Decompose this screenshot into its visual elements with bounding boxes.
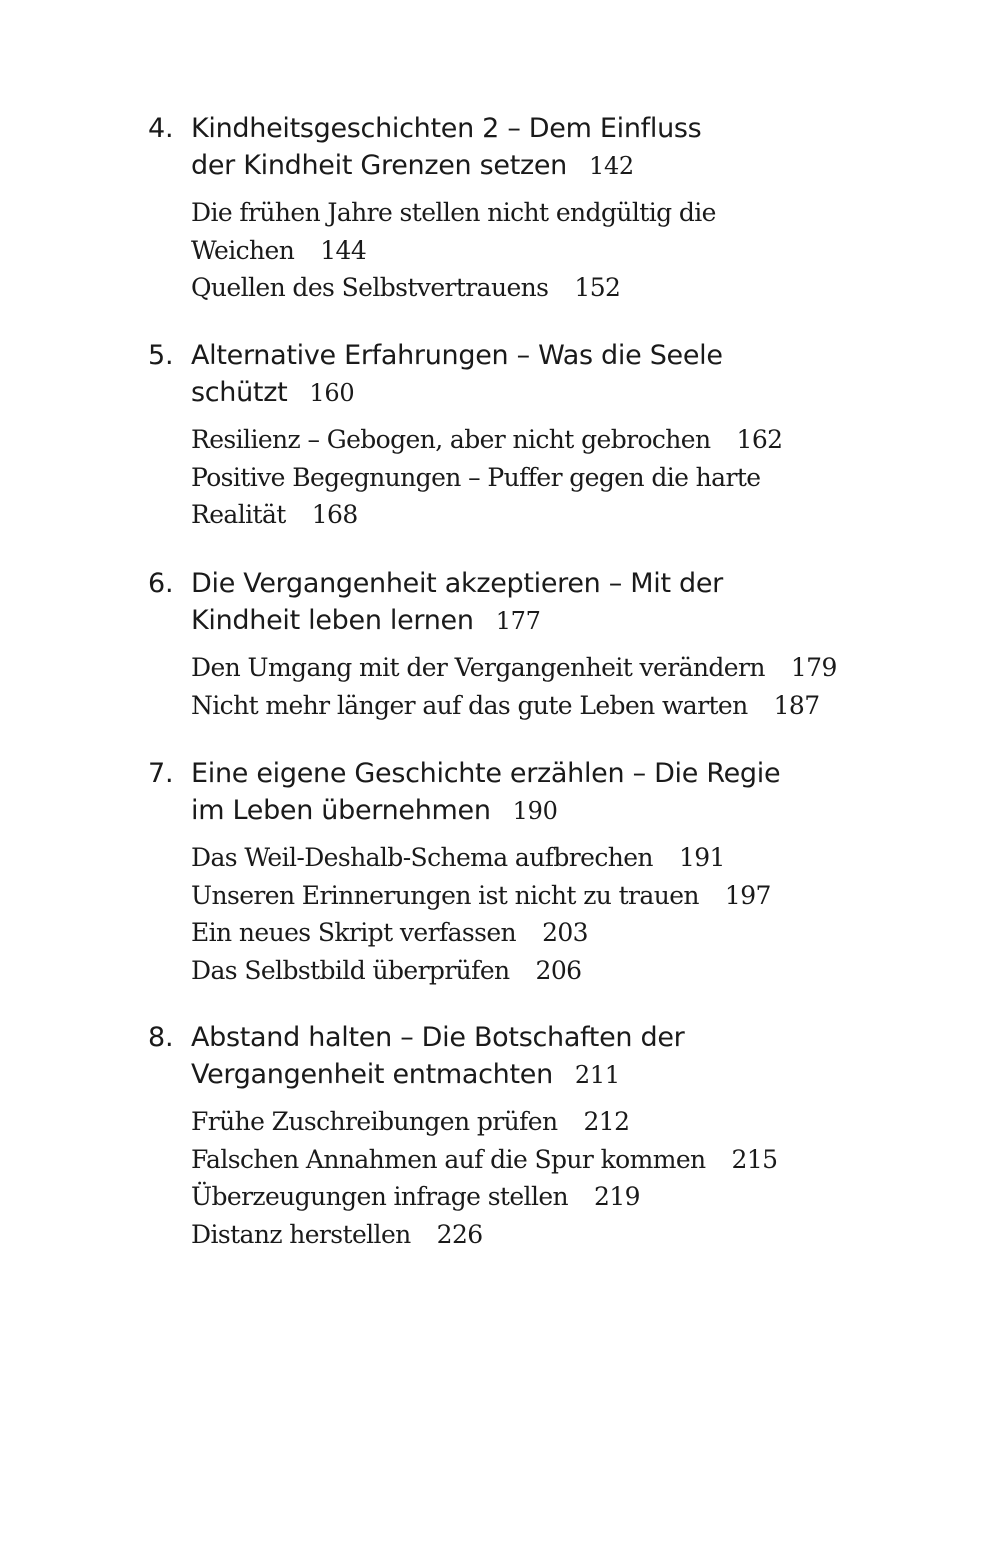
chapter-title-line: Die Vergangenheit akzeptieren – Mit der: [191, 568, 723, 599]
section-list: [191, 839, 871, 989]
section-entry[interactable]: [191, 649, 871, 687]
chapter-title-line: Kindheitsgeschichten 2 – Dem Einfluss: [191, 113, 702, 144]
section-title-line: Das Selbstbild überprüfen: [191, 955, 510, 985]
section-title-line: Frühe Zuschreibungen prüfen: [191, 1107, 558, 1136]
section-page-number: 206: [535, 955, 582, 985]
section-title-line: Falschen Annahmen auf die Spur kommen: [191, 1144, 706, 1174]
section-page-number: 203: [542, 918, 588, 947]
section-title-line: Resilienz – Gebogen, aber nicht gebrochen: [191, 425, 711, 454]
chapter-title-line: schützt: [191, 377, 288, 408]
section-title-line: Die frühen Jahre stellen nicht endgültig die: [191, 198, 716, 227]
section-page-number: 152: [574, 273, 621, 302]
section-entry[interactable]: [191, 421, 871, 459]
section-title-line: Den Umgang mit der Vergangenheit verändern: [191, 653, 765, 682]
section-entry[interactable]: [191, 914, 871, 952]
chapter-title-line: Eine eigene Geschichte erzählen – Die Regie: [191, 758, 781, 789]
section-entry[interactable]: [191, 194, 871, 269]
section-entry[interactable]: [191, 877, 871, 915]
chapter-page-number: 160: [309, 379, 355, 407]
section-page-number: 162: [736, 425, 783, 454]
section-list: [191, 1103, 871, 1253]
section-title-line: Überzeugungen infrage stellen: [191, 1182, 569, 1211]
section-page-number: 219: [594, 1182, 640, 1211]
section-entry[interactable]: [191, 839, 871, 877]
chapter-title[interactable]: [191, 1019, 831, 1094]
section-list: [191, 421, 871, 534]
chapter-title-line: der Kindheit Grenzen setzen: [191, 150, 567, 181]
chapter-title-line: im Leben übernehmen: [191, 795, 491, 826]
section-page-number: 187: [773, 690, 820, 720]
section-entry[interactable]: [191, 1178, 871, 1216]
chapter-number: 8.: [148, 1022, 174, 1053]
section-list: [191, 649, 871, 724]
chapter-number: 4.: [148, 113, 174, 144]
chapter-title[interactable]: [191, 565, 831, 640]
section-page-number: 168: [311, 500, 358, 529]
chapter-title[interactable]: [191, 110, 831, 185]
section-page-number: 191: [678, 843, 725, 872]
chapter-title-line: Kindheit leben lernen: [191, 605, 474, 636]
section-page-number: 215: [731, 1144, 778, 1174]
section-title-line: Nicht mehr länger auf das gute Leben warten: [191, 690, 748, 720]
section-entry[interactable]: [191, 1103, 871, 1141]
chapter-page-number: 177: [495, 607, 541, 635]
chapter-number: 6.: [148, 568, 174, 599]
section-entry[interactable]: [191, 952, 871, 990]
chapter-title-line: Vergangenheit entmachten: [191, 1059, 553, 1090]
section-title-line: Unseren Erinnerungen ist nicht zu trauen: [191, 880, 699, 910]
section-title-line: Das Weil-Deshalb-Schema aufbrechen: [191, 843, 653, 872]
section-page-number: 212: [583, 1107, 630, 1136]
chapter-number: 5.: [148, 340, 174, 371]
chapter-page-number: 190: [512, 797, 558, 825]
chapter-page-number: 211: [574, 1061, 620, 1089]
section-title-line: Ein neues Skript verfassen: [191, 918, 517, 947]
chapter-title-line: Alternative Erfahrungen – Was die Seele: [191, 340, 723, 371]
chapter-title[interactable]: [191, 755, 831, 830]
section-list: [191, 194, 871, 307]
section-page-number: 226: [436, 1219, 483, 1249]
section-title-line: Quellen des Selbstvertrauens: [191, 273, 549, 302]
chapter-number: 7.: [148, 758, 174, 789]
section-title-line: Realität: [191, 500, 286, 529]
section-page-number: 144: [320, 235, 367, 265]
chapter-title[interactable]: [191, 337, 831, 412]
chapter-title-line: Abstand halten – Die Botschaften der: [191, 1022, 685, 1053]
section-title-line: Weichen: [191, 235, 295, 265]
chapter-page-number: 142: [588, 152, 634, 180]
section-title-line: Distanz herstellen: [191, 1219, 411, 1249]
section-page-number: 197: [724, 880, 771, 910]
section-entry[interactable]: [191, 459, 871, 534]
section-entry[interactable]: [191, 269, 871, 307]
section-entry[interactable]: [191, 687, 871, 725]
section-page-number: 179: [790, 653, 837, 682]
section-title-line: Positive Begegnungen – Puffer gegen die harte: [191, 462, 761, 492]
section-entry[interactable]: [191, 1141, 871, 1179]
section-entry[interactable]: [191, 1216, 871, 1254]
